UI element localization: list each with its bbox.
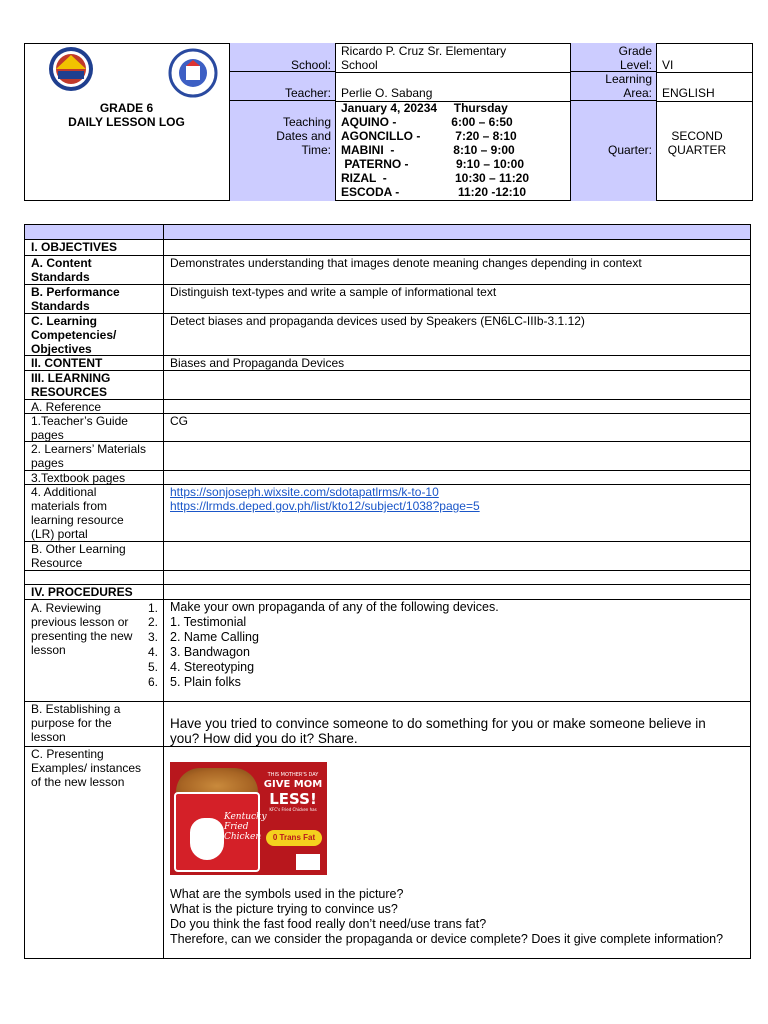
link-wixsite[interactable]: https://sonjoseph.wixsite.com/sdotapatlrms/k-to-10 bbox=[170, 485, 439, 499]
schedule-section: AGONCILLO - bbox=[341, 129, 421, 143]
schedule-time: 7:20 – 8:10 bbox=[455, 129, 517, 143]
grade-value: VI bbox=[662, 58, 674, 72]
schedule-sections bbox=[341, 115, 420, 199]
teacher-label: Teacher: bbox=[284, 86, 331, 100]
quarter-value: SECOND QUARTER bbox=[667, 129, 727, 157]
question: Do you think the fast food really don’t need/use trans fat? bbox=[170, 917, 487, 931]
review-number: 1. bbox=[147, 601, 158, 615]
teachers-guide-value: CG bbox=[170, 414, 188, 428]
review-number: 5. bbox=[147, 660, 158, 674]
schedule-time: 10:30 – 11:20 bbox=[454, 171, 530, 185]
resources-label: III. LEARNING RESOURCES bbox=[31, 371, 111, 399]
row-line bbox=[24, 584, 751, 585]
review-number: 4. bbox=[147, 645, 158, 659]
deped-seal-logo bbox=[44, 45, 98, 93]
schedule-time: 6:00 – 6:50 bbox=[451, 115, 513, 129]
table-right-border bbox=[750, 224, 751, 958]
schedule-section: MABINI - bbox=[341, 143, 395, 157]
performance-standards-value: Distinguish text-types and write a sample of informational text bbox=[170, 285, 497, 299]
purpose-value: Have you tried to convince someone to do something for you or make someone believe in you? How did you do it? Share. bbox=[170, 716, 706, 746]
review-item: 4. Stereotyping bbox=[170, 660, 255, 674]
school-label: School: bbox=[290, 58, 331, 72]
review-number: 3. bbox=[147, 630, 158, 644]
log-title: GRADE 6 DAILY LESSON LOG bbox=[68, 101, 185, 129]
teacher-value: Perlie O. Sabang bbox=[341, 86, 433, 100]
reference-label: A. Reference bbox=[31, 400, 102, 414]
kfc-logo-block bbox=[296, 854, 320, 870]
colonel-face bbox=[190, 818, 224, 860]
performance-standards-label: B. Performance Standards bbox=[31, 285, 120, 313]
schedule-time: 8:10 – 9:00 bbox=[453, 143, 515, 157]
table-header-bar bbox=[24, 224, 751, 240]
row-line bbox=[24, 541, 751, 542]
row-line bbox=[24, 570, 751, 571]
procedures-heading: IV. PROCEDURES bbox=[31, 585, 133, 599]
ad-headline: THIS MOTHER'S DAY GIVE MOM LESS! KFC's Fried Chicken has bbox=[263, 772, 323, 812]
link-lrmds[interactable]: https://lrmds.deped.gov.ph/list/kto12/subject/1038?page=5 bbox=[170, 499, 480, 513]
school-seal-logo bbox=[166, 48, 220, 98]
content-standards-value: Demonstrates understanding that images denote meaning changes depending in context bbox=[170, 256, 642, 270]
review-number: 2. bbox=[147, 615, 158, 629]
zero-badge: 0 Trans Fat bbox=[266, 830, 322, 846]
date-line: January 4, 20234 Thursday bbox=[341, 101, 508, 115]
learners-materials-label: 2. Learners’ Materials pages bbox=[31, 442, 146, 470]
row-line bbox=[24, 958, 751, 959]
schedule-times bbox=[420, 115, 540, 199]
presenting-questions bbox=[170, 887, 723, 947]
review-number: 6. bbox=[147, 675, 158, 689]
schedule-section: PATERNO - bbox=[341, 157, 409, 171]
schedule-section: AQUINO - bbox=[341, 115, 397, 129]
col-line bbox=[335, 43, 336, 201]
grade-label: Grade Level: bbox=[618, 44, 652, 72]
question: What are the symbols used in the picture? bbox=[170, 887, 404, 901]
review-item: 2. Name Calling bbox=[170, 630, 259, 644]
review-item: 3. Bandwagon bbox=[170, 645, 250, 659]
review-intro: Make your own propaganda of any of the following devices. bbox=[170, 600, 499, 614]
purpose-label: B. Establishing a purpose for the lesson bbox=[31, 702, 121, 744]
brand-text: Kentucky Fried Chicken bbox=[224, 812, 267, 842]
table-mid-border bbox=[163, 224, 164, 958]
schedule-time: 9:10 – 10:00 bbox=[455, 157, 525, 171]
school-value: Ricardo P. Cruz Sr. Elementary School bbox=[341, 44, 507, 72]
row-line bbox=[24, 355, 751, 356]
question: Therefore, can we consider the propaganda or device complete? Does it give complete information? bbox=[170, 932, 724, 946]
schedule-section: RIZAL - bbox=[341, 171, 387, 185]
competencies-value: Detect biases and propaganda devices used by Speakers (EN6LC-IIIb-3.1.12) bbox=[170, 314, 585, 328]
area-row-line-b bbox=[657, 101, 753, 102]
row-line bbox=[24, 701, 751, 702]
objectives-heading: I. OBJECTIVES bbox=[31, 240, 118, 254]
schedule-section: ESCODA - bbox=[341, 185, 400, 199]
content-value: Biases and Propaganda Devices bbox=[170, 356, 345, 370]
textbook-label: 3.Textbook pages bbox=[31, 471, 126, 485]
question: What is the picture trying to convince us? bbox=[170, 902, 398, 916]
teachers-guide-label: 1.Teacher’s Guide pages bbox=[31, 414, 128, 442]
additional-materials-label: 4. Additional materials from learning resource (LR) portal bbox=[31, 485, 124, 541]
review-item: 5. Plain folks bbox=[170, 675, 241, 689]
review-item: 1. Testimonial bbox=[170, 615, 247, 629]
row-line bbox=[24, 399, 751, 400]
content-standards-label: A. Content Standards bbox=[31, 256, 92, 284]
content-label: II. CONTENT bbox=[31, 356, 103, 370]
kfc-ad-image bbox=[170, 762, 327, 875]
row-line bbox=[24, 413, 751, 414]
competencies-label: C. Learning Competencies/ Objectives bbox=[31, 314, 117, 356]
schedule-time: 11:20 -12:10 bbox=[457, 185, 527, 199]
teacher-row-line bbox=[335, 72, 570, 73]
resource-links bbox=[170, 485, 480, 513]
dates-label: Teaching Dates and Time: bbox=[276, 115, 331, 157]
row-line bbox=[24, 370, 751, 371]
reviewing-label: A. Reviewing previous lesson or presenting the new lesson bbox=[31, 601, 133, 657]
row-line bbox=[24, 470, 751, 471]
review-content bbox=[170, 600, 499, 690]
presenting-label: C. Presenting Examples/ instances of the new lesson bbox=[31, 747, 142, 789]
area-label: Learning Area: bbox=[605, 72, 652, 100]
area-row-line bbox=[657, 72, 753, 73]
quarter-label: Quarter: bbox=[607, 143, 652, 157]
area-value: ENGLISH bbox=[662, 86, 715, 100]
other-resource-label: B. Other Learning Resource bbox=[31, 542, 126, 570]
